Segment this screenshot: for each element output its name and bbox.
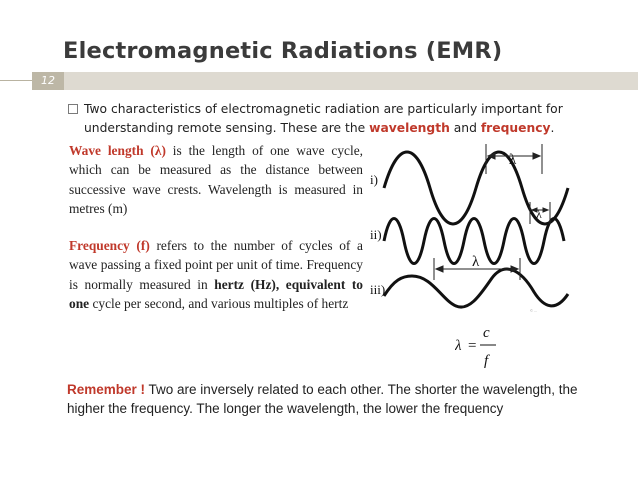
figure-credit: © ... [530,308,538,313]
remember-lead: Remember ! [67,382,146,397]
wavelength-paragraph [69,141,363,219]
remember-text: Two are inversely related to each other. The shorter the wavelength, the higher the frequency. The longer the wavelength, the lower the frequency [67,382,578,416]
bullet-text [84,100,588,138]
frequency-text-a: refers to the number of cycles of a wave passing a fixed point per unit of time. Frequency is normally measured in [69,238,363,292]
wave-label-iii: iii) [370,282,386,297]
frequency-bold: hertz (Hz), equivalent to one [69,276,363,312]
bullet-and: and [449,121,481,135]
wave-figure [370,144,570,316]
wave-label-i: i) [370,172,378,187]
remember-note [67,381,587,418]
bullet-text-main: Two characteristics of electromagnetic radiation are particularly important for understanding remote sensing. These are the [84,102,563,135]
wavelength-term: Wave length (λ) [69,143,166,158]
slide-title: Electromagnetic Radiations (EMR) [63,38,503,64]
header-rule-bar [64,72,638,90]
lambda-label-i: λ [509,152,517,168]
wavelength-text: is the length of one wave cycle, which can be measured as the distance between successive wave crests. Wavelength is measured in metres (m) [69,143,364,217]
lambda-label-ii: λ [536,207,542,221]
bullet-square-icon [68,104,78,114]
bullet-item [68,100,588,138]
formula-denominator: f [484,353,489,369]
frequency-paragraph [69,236,363,314]
wave-label-ii: ii) [370,227,382,242]
lambda-label-iii: λ [472,254,480,270]
formula-equals: = [468,338,477,354]
wavelength-formula [455,318,515,378]
formula-lambda: λ [455,338,462,354]
frequency-term: Frequency (f) [69,238,150,253]
highlight-frequency: frequency [480,121,551,135]
bullet-end: . [550,121,555,135]
page-number: 12 [32,72,64,90]
frequency-text-b: cycle per second, and various multiples of hertz [89,296,349,312]
header-rule-left [0,80,32,81]
wave-iii [384,269,568,307]
highlight-wavelength: wavelength [369,121,450,135]
formula-numerator: c [483,325,490,341]
